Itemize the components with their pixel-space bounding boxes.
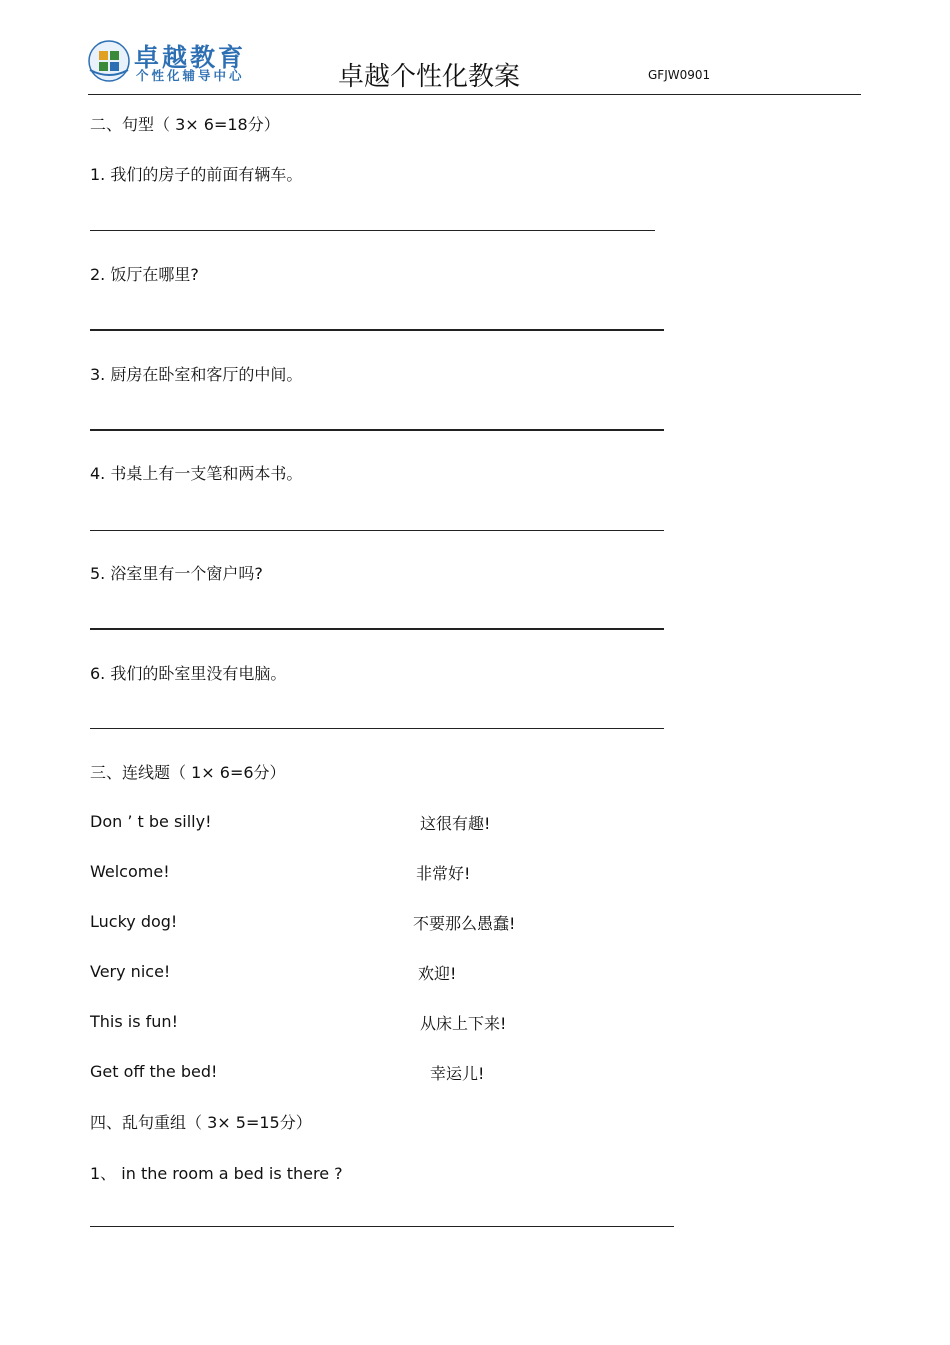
logo-badge-icon [88,40,130,82]
document-code: GFJW0901 [648,68,711,82]
question-1: 1. 我们的房子的前面有辆车。 [90,165,303,184]
document-title: 卓越个性化教案 [338,62,521,92]
question-5: 5. 浴室里有一个窗户吗? [90,564,263,583]
answer-line-1[interactable] [90,230,655,231]
question-2: 2. 饭厅在哪里? [90,265,199,284]
match-chinese-2[interactable]: 非常好! [416,864,471,883]
logo-subtitle: 个性化辅导中心 [136,68,245,83]
match-english-5[interactable]: This is fun! [90,1012,178,1031]
logo-name: 卓越教育 [134,43,247,72]
header-divider [88,94,861,95]
reorder-question-1: 1、 in the room a bed is there ? [90,1164,343,1183]
question-6: 6. 我们的卧室里没有电脑。 [90,664,287,683]
match-chinese-4[interactable]: 欢迎! [418,964,457,983]
match-chinese-6[interactable]: 幸运儿! [430,1064,485,1083]
reorder-answer-line-1[interactable] [90,1226,674,1227]
question-3: 3. 厨房在卧室和客厅的中间。 [90,365,303,384]
section-title-sentence-patterns: 二、句型（ 3× 6=18分） [90,115,280,134]
match-chinese-3[interactable]: 不要那么愚蠢! [413,914,516,933]
match-english-6[interactable]: Get off the bed! [90,1062,218,1081]
match-chinese-1[interactable]: 这很有趣! [420,814,491,833]
answer-line-6[interactable] [90,728,664,729]
answer-line-3[interactable] [90,429,664,431]
match-chinese-5[interactable]: 从床上下来! [420,1014,507,1033]
question-4: 4. 书桌上有一支笔和两本书。 [90,464,303,483]
match-english-4[interactable]: Very nice! [90,962,171,981]
match-english-1[interactable]: Don ’ t be silly! [90,812,212,831]
answer-line-2[interactable] [90,329,664,331]
match-english-2[interactable]: Welcome! [90,862,170,881]
section-title-matching: 三、连线题（ 1× 6=6分） [90,763,286,782]
answer-line-4[interactable] [90,530,664,531]
logo [88,40,268,84]
answer-line-5[interactable] [90,628,664,630]
section-title-sentence-reorder: 四、乱句重组（ 3× 5=15分） [90,1113,312,1132]
match-english-3[interactable]: Lucky dog! [90,912,178,931]
